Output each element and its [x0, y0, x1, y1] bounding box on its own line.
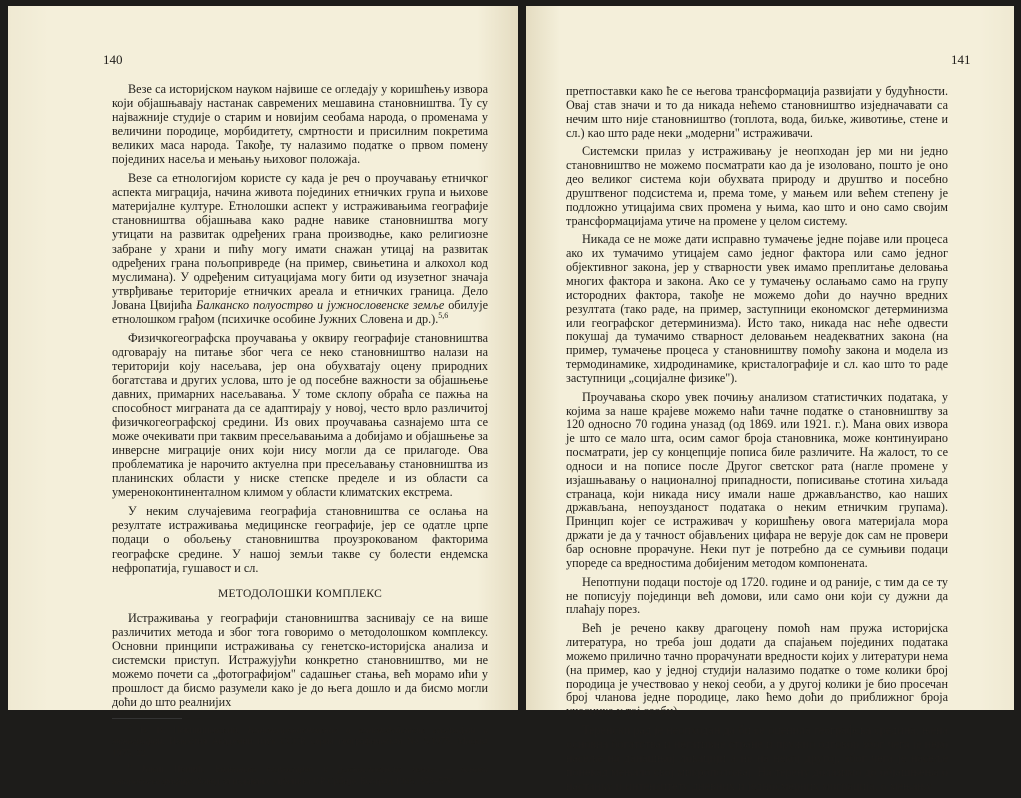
- book-title: Балканско полуострво и јужнословенске земље: [196, 297, 445, 312]
- footnote-reference: 5,6: [438, 310, 449, 320]
- paragraph: Никада се не може дати исправно тумачење једне појаве или процеса ако их тумачимо утицајем само једног фактора или само једног објективног закона, јер у стварности увек имамо преплитање деловања многих фактора и закона. Ако се у тумачењу ослањамо само на групу истородних фактора, такође не можемо доћи до научно вредних резултата (тако раде, на пример, заступници економског детерминизма или географског детерминизма). Исто тако, никада нас неће одвести покушај да тумачимо стварност деловањем неадекватних закона (на пример, тумачење процеса у становништву помоћу закона и модела из термодинамике, хидродинамике, кристалографије и сл. као што то раде заступници „социјалне физике").: [566, 232, 948, 385]
- footnote-details: Завод за издавање уџбеника СР Србије, Београд 1966, 353–576.: [197, 775, 456, 787]
- page-number: 140: [103, 52, 123, 67]
- footnote-details: Известия Академии наук СССР, серия географическая No 5/1975, Москва 1975, 22.: [112, 736, 489, 759]
- paragraph: У неким случајевима географија становништва се ослања на резултате истраживања медицинске географије, јер се одатле црпе подаци о обољењу становништва проузрокованом факторима географске средине. У нашој земљи такве су болести ендемска нефропатија, гушавост и сл.: [112, 504, 488, 575]
- paragraph: Већ је речено какву драгоцену помоћ нам пружа историјска литература, но треба још додати да спајањем појединих података можемо прилично тачно прорачунати вредности којих у литератури нема (на пример, као у једној студији налазимо податке о томе колики број породица је учествовао у некој сеоби, а у другој колики је био просечан број чланова једне породице, лако ћемо доћи до приближног броја учесника у тој сеоби).: [566, 621, 948, 719]
- footnote-divider: [112, 718, 182, 719]
- paragraph: [112, 171, 488, 326]
- footnote-author: Јован Цвијић,: [141, 764, 206, 776]
- footnote: [112, 761, 488, 787]
- right-page-text: [566, 85, 948, 798]
- paragraph-text: обилује етнолошком грађом (психичке особине Јужних Словена и др.).: [112, 297, 488, 326]
- section-heading: МЕТОДОЛОШКИ КОМПЛЕКС: [217, 587, 383, 600]
- paragraph: Системски прилаз у истраживању је неопходан јер ми ни једно становништво не можемо посматрати као да је изоловано, пошто је оно део великог система који обухвата природу и друштво и посебно друштвеног подсистема и, према томе, у мањем или већем степену је подложно утицајима свих промена у њима, као што и оно само својим трансформацијама утиче на промене у целом систему.: [566, 144, 948, 228]
- paragraph: Физичкогеографска проучавања у оквиру географије становништва одговарају на питање због чега се неко становништво налази на територији коју насељава, јер она обухватају оцену природних богатстава и других услова, што је од посебне важности за објашњење давних, примарних насељавања. У томе склопу обраћа се пажња на способност миграната да се адаптирају у новој, често врло различитој физичкогеографској средини. Из ових проучавања сазнајемо шта се може очекивати при таквим пресељавањима а добијамо и објашњење за инверсне миграције оних који нису могли да се прилагоде. Ова проблематика је нарочито актуелна при пресељавању становништва из планинских области у ниске степске пределе и из области са умереноконтиненталном климом у области климатских екстрема.: [112, 330, 488, 500]
- paragraph: Истраживања у географији становништва засниваjу се на више различитих метода и због тога говоримо о методолошком комплексу. Основни принципи истраживања су генетско-историјска анализа и системски приступ. Истражујући конкретно становништво, ми не можемо почети са „фотографијом" садашњег стања, већ морамо ићи у прошлост да бисмо разумели како је до њега дошло и да бисмо могли доћи до што реалнијих: [112, 610, 488, 709]
- footnote-author: В. В. Покшишевский,: [139, 724, 240, 736]
- footnote-title: Взаимопроникновение и взаимодействие географии и этнографии,: [112, 724, 488, 748]
- right-page: [526, 6, 1014, 793]
- page-number: 141: [951, 52, 971, 67]
- paragraph: Теренски рад је неопходан да би се оценила географска средина, њена основна богатства и негативне стране и пружио одговор због чега је неко насеље на данашњој локацији а не на некој другој, због чега је насеље понекад мењало свој микроположај. На терену долазимо до објашњења о настанку и интензитету дневних и једносмерних миграција, о мењању: [566, 723, 948, 793]
- footnote: [112, 721, 489, 759]
- paragraph: Проучавања скоро увек почињу анализом статистичких података, у којима за наше крајеве можемо наћи тачне податке о становништву за 120 односно 70 година уназад (од 1869. или 1921. г.). Мана ових извора је што се мало шта, осим самог броја становника, може континуирано посматрати, јер су концепције пописа биле различите. На жалост, то се односи и на пописе после Другог светског рата (нагле промене у изјашњавању о националној припадности, пописивање стотина хиљада странаца, који никада нису имали наше држављанство, као наших држављана, непоузданост података о неким етничким групама). Принцип којег се истраживач у коришћењу овога материјала мора држати је да у тачност објављених цифара не верује док сам не провери бар основне прорачуне. Неки пут је потребно да се сумњиви подаци упореде са вредностима добијеним методом компонената.: [566, 389, 948, 570]
- left-page: [8, 6, 518, 787]
- paragraph: претпоставки како ће се његова трансформација развијати у будућности. Овај став значи и то да никада нећемо становништво изједначавати са нечим што није становништво (топлота, вода, биљке, животиње, стене и сл.) као што раде неки „модерни" истраживачи.: [566, 84, 948, 140]
- paragraph: Непотпуни подаци постоје од 1720. године и од раније, с тим да се ту не пописују појединци већ домови, или само они који су дужни да плаћају порез.: [566, 574, 948, 617]
- paragraph: Везе са историјском науком највише се огледају у коришћењу извора који објашњавају настанак савремених мешавина становништва. Ту су најважније студије о старим и новијим сеобама народа, о променама у величини породице, морбидитету, смртности и присилним покретима великих маса народа. Такође, ту налазимо податке о првом помену појединих насеља и мењању њиховог положаја.: [112, 82, 488, 167]
- paragraph-text: Везе са етнологијом користе су када је реч о проучавању етничког аспекта миграција, начина живота појединих етничких група и њихове материјалне културе. Етнолошки аспект у истраживањима географије становништва објашњава како радне навике становништва могу утицати на развитак одређених грана производње, како религиозне забране у храни и пићу могу имати снажан утицај на развитак одређених грана пољопривреде (на пример, свињетина и алкохол код муслимана). У одређеним ситуацијама могу бити од изузетног значаја утврђивање територије етничких ареала и етничких граница. Дело Јована Цвијића: [112, 171, 488, 312]
- left-page-text: [112, 82, 488, 792]
- footnote-mark: 6: [128, 761, 132, 770]
- footnote-title: Балканско полуострво и јужнословенске земље – основи антропогеографије,: [112, 764, 488, 787]
- footnote-mark: 5: [128, 721, 132, 731]
